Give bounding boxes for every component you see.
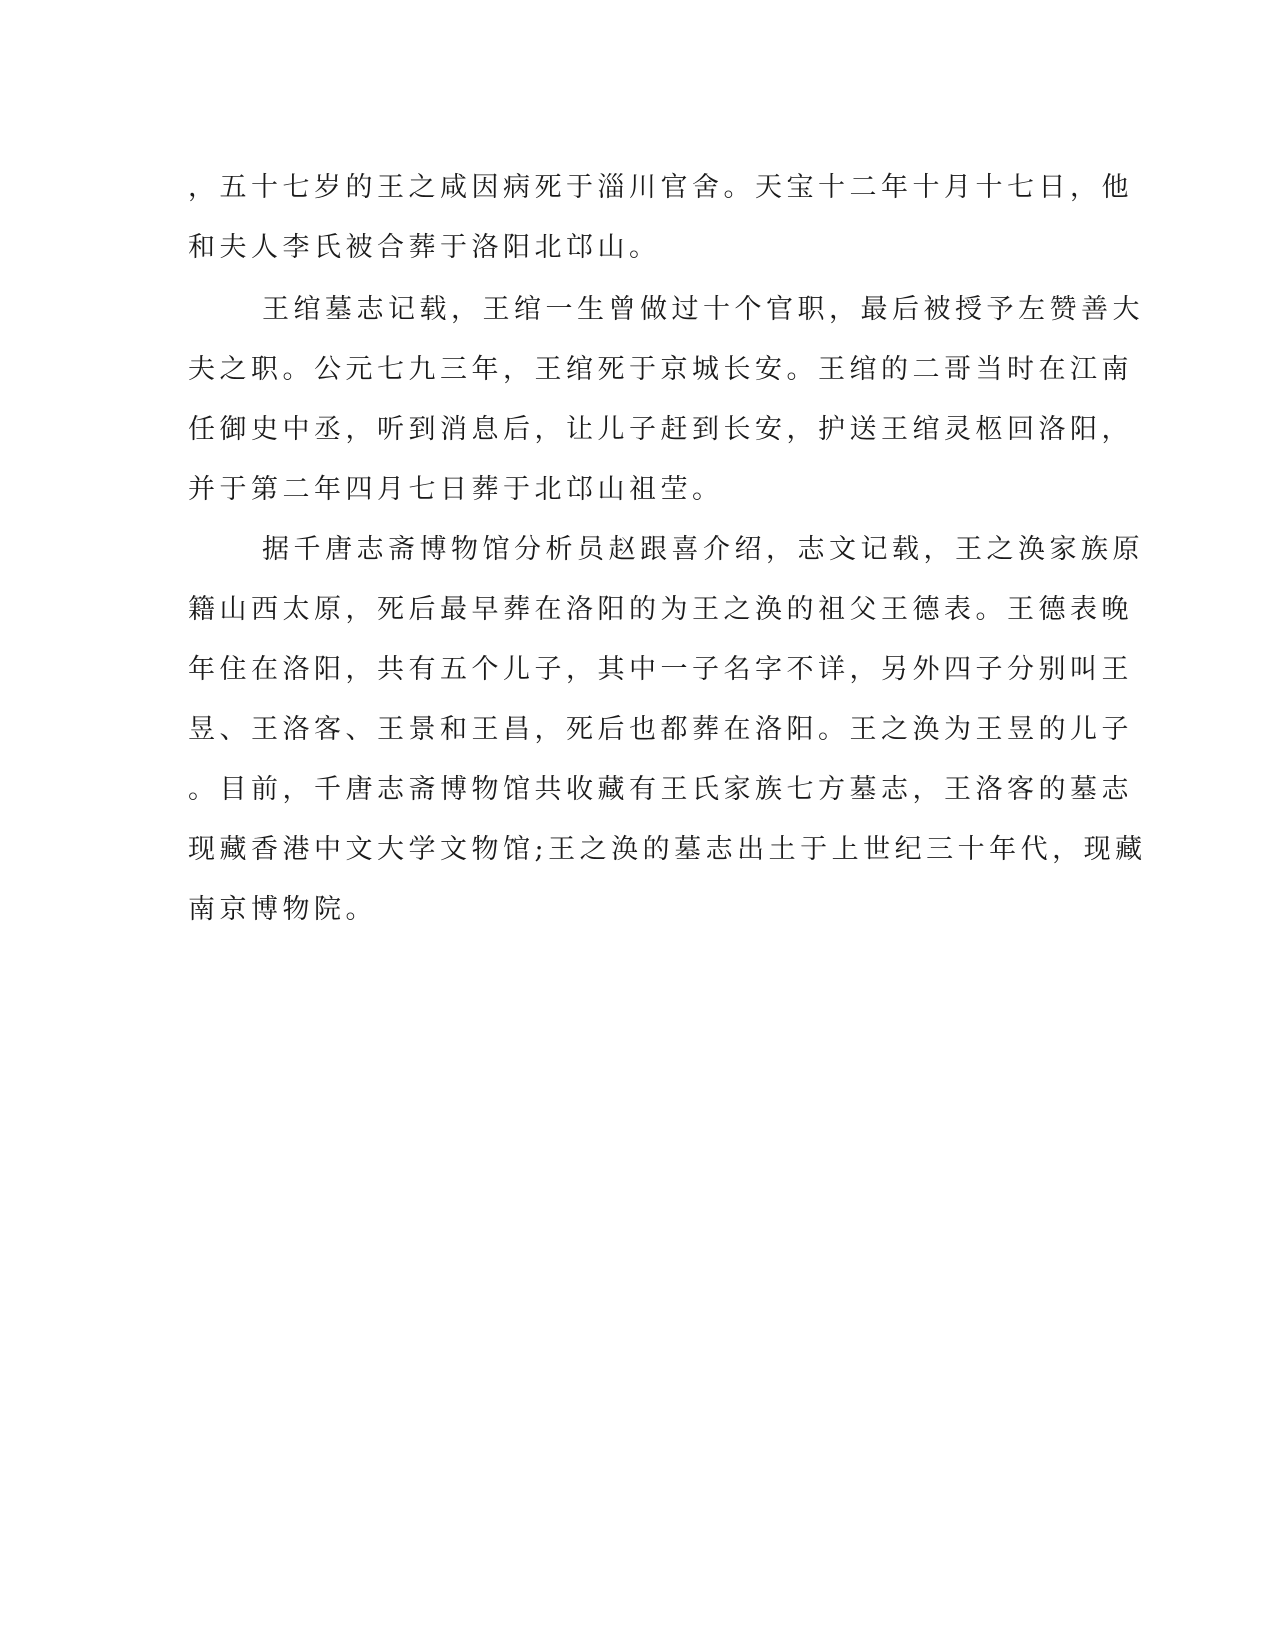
text-line: 。目前，千唐志斋博物馆共收藏有王氏家族七方墓志，王洛客的墓志 <box>188 774 1133 805</box>
text-line: ，五十七岁的王之咸因病死于淄川官舍。天宝十二年十月十七日，他 <box>188 172 1133 203</box>
text-line: 南京博物院。 <box>188 894 377 925</box>
text-line: 任御史中丞，听到消息后，让儿子赶到长安，护送王绾灵柩回洛阳， <box>188 414 1133 445</box>
text-line: 籍山西太原，死后最早葬在洛阳的为王之涣的祖父王德表。王德表晚 <box>188 594 1133 625</box>
text-line: 现藏香港中文大学文物馆;王之涣的墓志出土于上世纪三十年代，现藏 <box>188 834 1147 865</box>
text-line: 王绾墓志记载，王绾一生曾做过十个官职，最后被授予左赞善大 <box>262 294 1144 325</box>
text-line: 夫之职。公元七九三年，王绾死于京城长安。王绾的二哥当时在江南 <box>188 354 1133 385</box>
text-line: 昱、王洛客、王景和王昌，死后也都葬在洛阳。王之涣为王昱的儿子 <box>188 714 1133 745</box>
text-line: 和夫人李氏被合葬于洛阳北邙山。 <box>188 232 661 263</box>
text-line: 年住在洛阳，共有五个儿子，其中一子名字不详，另外四子分别叫王 <box>188 654 1133 685</box>
text-line: 据千唐志斋博物馆分析员赵跟喜介绍，志文记载，王之涣家族原 <box>262 534 1144 565</box>
text-line: 并于第二年四月七日葬于北邙山祖茔。 <box>188 474 724 505</box>
